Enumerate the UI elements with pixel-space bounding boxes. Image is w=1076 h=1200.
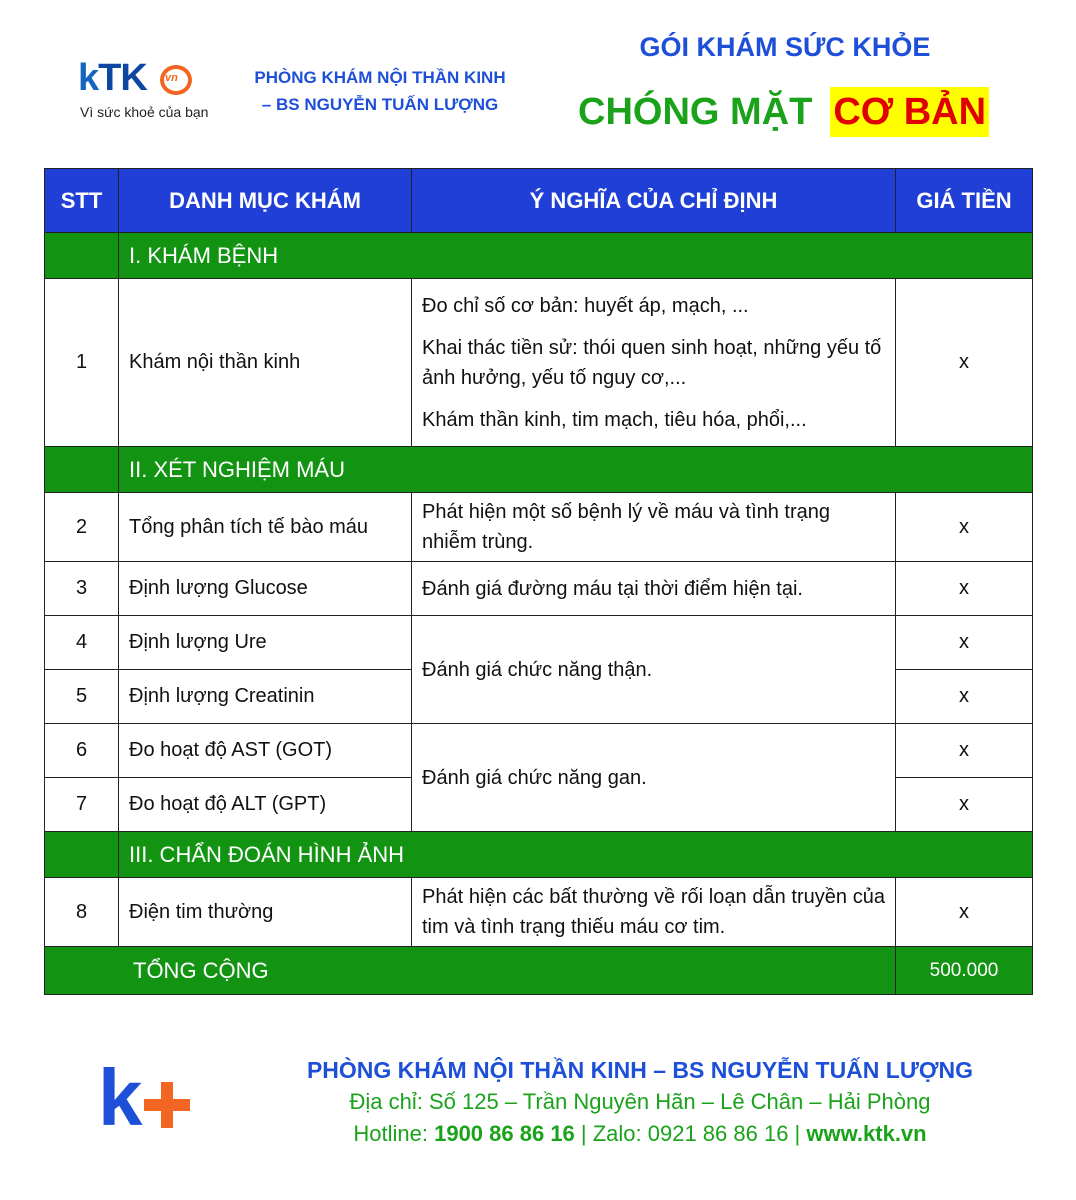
section-spacer (45, 233, 119, 279)
row-item: Điện tim thường (119, 878, 412, 947)
table-row (45, 279, 1033, 447)
row-price: x (896, 878, 1033, 947)
clinic-header-line1: PHÒNG KHÁM NỘI THẦN KINH (254, 68, 506, 87)
meaning-line: Khám thần kinh, tim mạch, tiêu hóa, phổi,... (422, 408, 807, 431)
meaning-line: Khai thác tiền sử: thói quen sinh hoạt, những yếu tố ảnh hưởng, yếu tố nguy cơ,... (422, 336, 882, 389)
header-price: GIÁ TIỀN (896, 169, 1033, 233)
package-level-badge: CƠ BẢN (830, 87, 989, 137)
table-row (45, 616, 1033, 670)
footer-address: Địa chỉ: Số 125 – Trần Nguyên Hãn – Lê Chân – Hải Phòng (349, 1089, 931, 1114)
clinic-header-line2: – BS NGUYỄN TUẤN LƯỢNG (261, 95, 499, 114)
row-price: x (896, 279, 1033, 447)
exam-package-table (44, 168, 1033, 995)
row-item: Định lượng Ure (119, 616, 412, 670)
table-row (45, 493, 1033, 562)
section-row-exam (45, 233, 1033, 279)
footer-contact-line (250, 1118, 1030, 1150)
header-item: DANH MỤC KHÁM (119, 169, 412, 233)
row-price: x (896, 670, 1033, 724)
row-stt: 1 (45, 279, 119, 447)
header-stt: STT (45, 169, 119, 233)
package-name: CHÓNG MẶT (578, 90, 813, 133)
row-stt: 7 (45, 778, 119, 832)
package-title: GÓI KHÁM SỨC KHỎE (639, 32, 931, 62)
row-item: Định lượng Glucose (119, 562, 412, 616)
section-row-imaging (45, 832, 1033, 878)
section-title: I. KHÁM BỆNH (119, 233, 1033, 279)
ktk-logo (78, 58, 208, 128)
row-item: Định lượng Creatinin (119, 670, 412, 724)
row-price: x (896, 778, 1033, 832)
footer-clinic-name: PHÒNG KHÁM NỘI THẦN KINH – BS NGUYỄN TUẤN LƯỢNG (306, 1057, 974, 1083)
row-price: x (896, 724, 1033, 778)
hotline-label: Hotline: (353, 1121, 435, 1146)
total-value: 500.000 (896, 947, 1033, 995)
total-label: TỔNG CỘNG (45, 947, 896, 995)
row-price: x (896, 616, 1033, 670)
header-meaning: Ý NGHĨA CỦA CHỈ ĐỊNH (412, 169, 896, 233)
ktk-logo-badge: vn (165, 72, 178, 84)
footer-contact (250, 1054, 1030, 1150)
row-item: Đo hoạt độ ALT (GPT) (119, 778, 412, 832)
row-meaning: Đánh giá đường máu tại thời điểm hiện tại. (412, 562, 896, 616)
row-stt: 3 (45, 562, 119, 616)
package-heading (578, 86, 989, 138)
zalo-info: | Zalo: 0921 86 86 16 | (574, 1121, 807, 1146)
section-title: II. XÉT NGHIỆM MÁU (119, 447, 1033, 493)
ktk-logo-word: kTK (78, 57, 147, 99)
row-item: Đo hoạt độ AST (GOT) (119, 724, 412, 778)
row-meaning: Phát hiện một số bệnh lý về máu và tình trạng nhiễm trùng. (412, 493, 896, 562)
row-stt: 6 (45, 724, 119, 778)
kplus-logo-letter: k (98, 1053, 143, 1142)
section-row-blood (45, 447, 1033, 493)
row-price: x (896, 562, 1033, 616)
row-item: Khám nội thần kinh (119, 279, 412, 447)
kplus-logo-icon (98, 1053, 198, 1146)
table-row (45, 562, 1033, 616)
row-meaning (412, 279, 896, 447)
row-stt: 5 (45, 670, 119, 724)
section-title: III. CHẨN ĐOÁN HÌNH ẢNH (119, 832, 1033, 878)
section-spacer (45, 447, 119, 493)
row-meaning: Đánh giá chức năng thận. (412, 616, 896, 724)
row-stt: 4 (45, 616, 119, 670)
ktk-logo-tagline: Vì sức khoẻ của bạn (80, 104, 209, 120)
hotline-number[interactable]: 1900 86 86 16 (434, 1121, 575, 1146)
row-stt: 2 (45, 493, 119, 562)
section-spacer (45, 832, 119, 878)
kplus-logo-plus-horizontal (144, 1099, 190, 1111)
meaning-line: Đo chỉ số cơ bản: huyết áp, mạch, ... (422, 294, 749, 317)
table-row (45, 724, 1033, 778)
total-row (45, 947, 1033, 995)
row-price: x (896, 493, 1033, 562)
row-meaning: Đánh giá chức năng gan. (412, 724, 896, 832)
table-row (45, 878, 1033, 947)
row-item: Tổng phân tích tế bào máu (119, 493, 412, 562)
clinic-header (230, 64, 530, 118)
row-stt: 8 (45, 878, 119, 947)
table-header-row (45, 169, 1033, 233)
website-link[interactable]: www.ktk.vn (806, 1121, 927, 1146)
row-meaning: Phát hiện các bất thường về rối loạn dẫn truyền của tim và tình trạng thiếu máu cơ tim. (412, 878, 896, 947)
